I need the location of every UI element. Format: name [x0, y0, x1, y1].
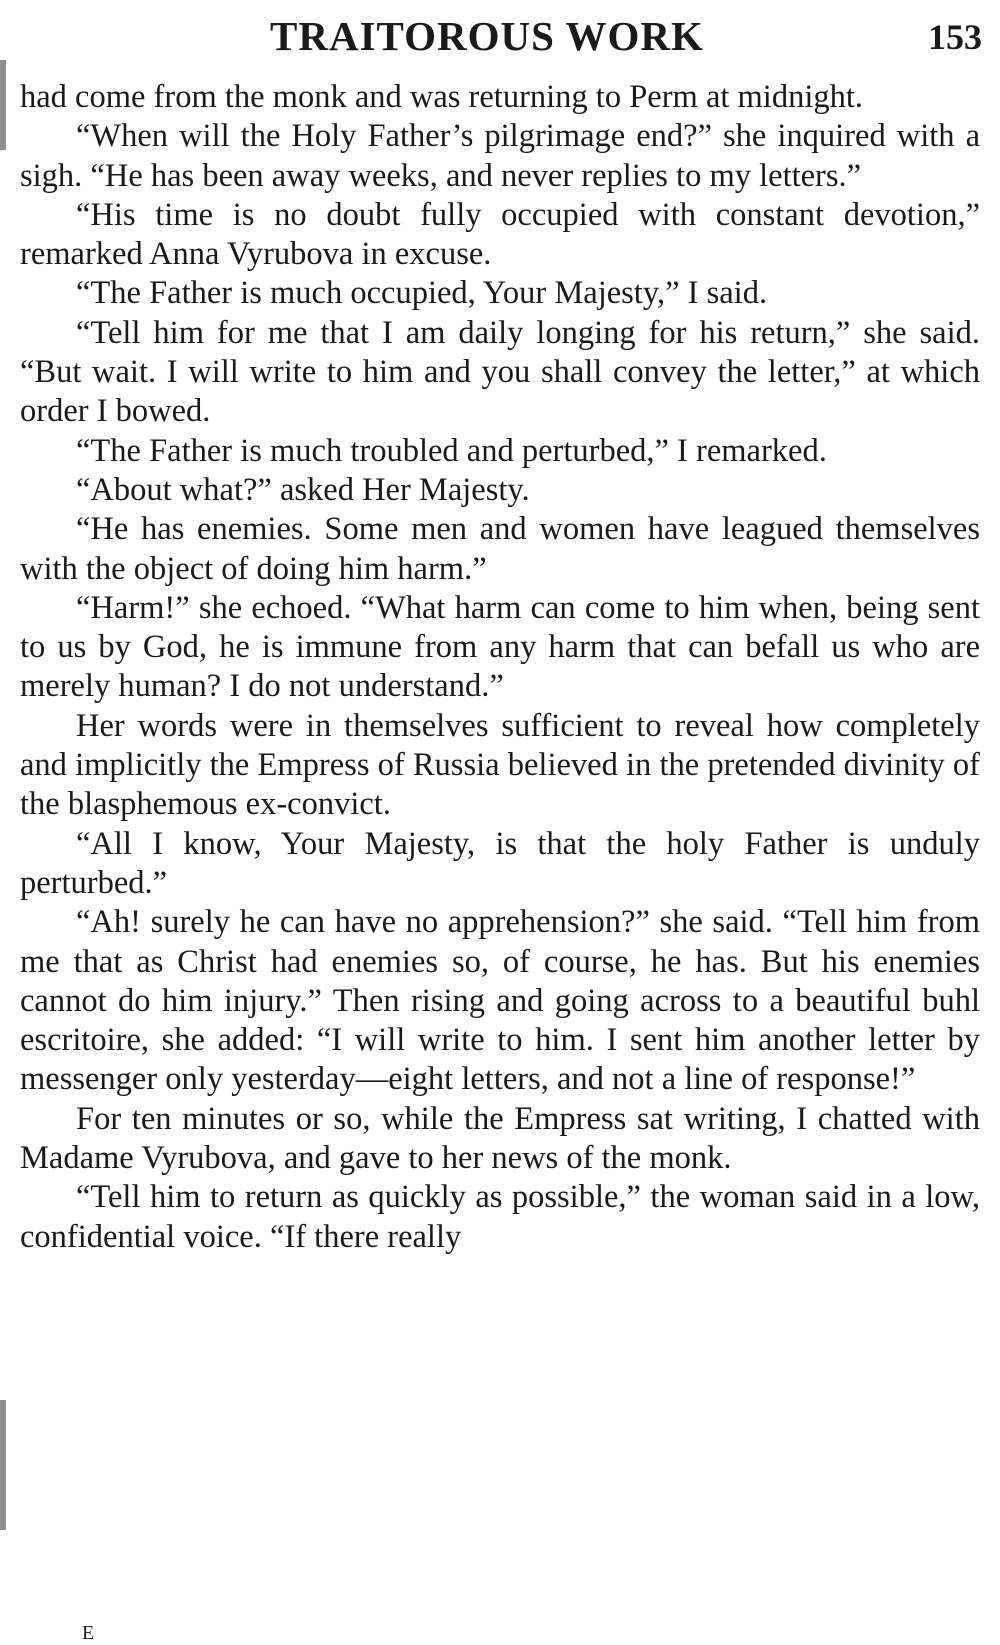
running-head	[0, 8, 1000, 68]
paragraph: “Harm!” she echoed. “What harm can come to him when, being sent to us by God, he is immune from any harm that can befall us who are merely human? I do not understand.”	[20, 589, 980, 705]
running-title: TRAITOROUS WORK	[270, 13, 704, 59]
edge-scan-mark-bottom	[0, 1400, 6, 1530]
signature-mark: E	[82, 1622, 95, 1644]
paragraph: “Ah! surely he can have no apprehension?” she said. “Tell him from me that as Christ had enemies so, of course, he has. But his enemies cannot do him injury.” Then rising and going across to a beautiful buhl escritoire, she added: “I will write to him. I sent him another letter by messenger only yesterday—eight letters, and not a line of response!”	[20, 904, 980, 1098]
paragraph: For ten minutes or so, while the Empress sat writing, I chatted with Madame Vyrubova, and gave to her news of the monk.	[20, 1100, 980, 1177]
paragraph: “The Father is much troubled and perturbed,” I remarked.	[76, 432, 827, 469]
paragraph: “He has enemies. Some men and women have leagued themselves with the object of doing him harm.”	[20, 511, 980, 587]
paragraph: “Tell him for me that I am daily longing for his return,” she said. “But wait. I will write to him and you shall convey the letter,” at which order I bowed.	[20, 314, 980, 430]
paragraph: “The Father is much occupied, Your Majesty,” I said.	[76, 275, 768, 312]
body-text	[20, 78, 980, 1257]
paragraph: “When will the Holy Father’s pilgrimage end?” she inquired with a sigh. “He has been away weeks, and never replies to my letters.”	[20, 118, 980, 194]
edge-scan-mark-top	[0, 60, 6, 150]
paragraph: “About what?” asked Her Majesty.	[76, 471, 530, 508]
paragraph: Her words were in themselves sufficient to reveal how completely and implicitly the Empress of Russia believed in the pretended divinity of the blasphemous ex-convict.	[20, 707, 980, 823]
paragraph: “All I know, Your Majesty, is that the holy Father is unduly perturbed.”	[20, 825, 980, 901]
paragraph: “Tell him to return as quickly as possible,” the woman said in a low, confidential voice. “If there really	[20, 1179, 980, 1255]
paragraph: “His time is no doubt fully occupied with constant devotion,” remarked Anna Vyrubova in excuse.	[20, 196, 980, 273]
page-number: 153	[928, 17, 982, 57]
paragraph: had come from the monk and was returning to Perm at midnight.	[20, 79, 864, 115]
